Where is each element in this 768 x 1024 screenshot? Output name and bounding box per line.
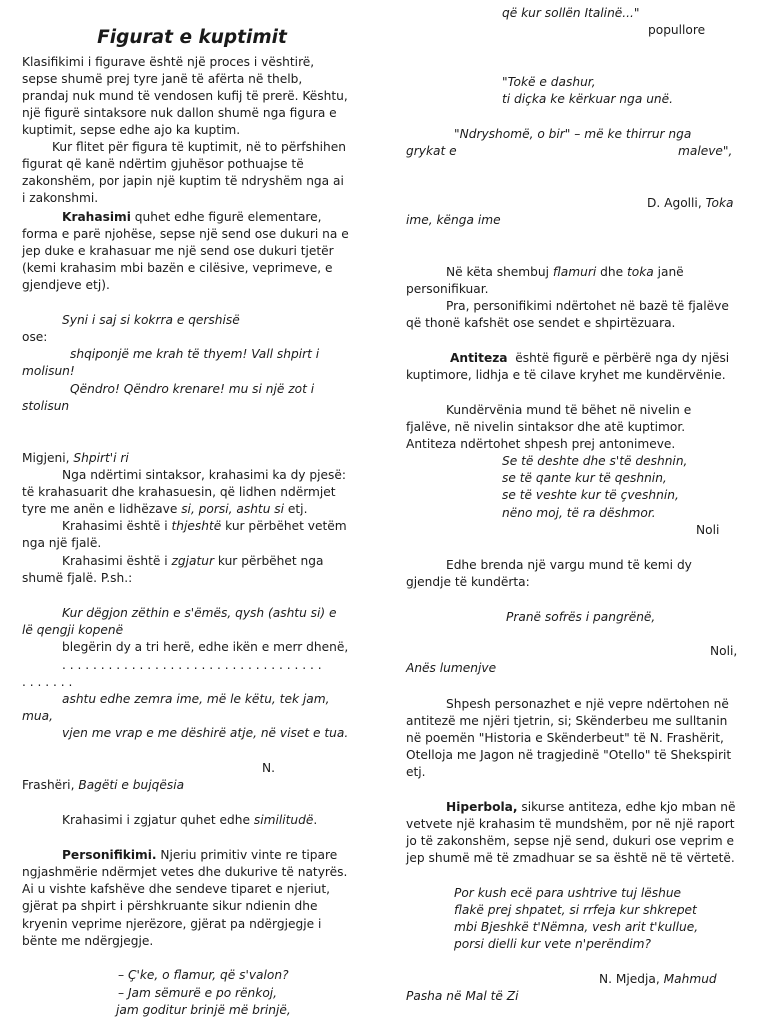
text-line: të krahasuarit dhe krahasuesin, që lidhen ndërmjet: [22, 485, 336, 499]
text-line: Krahasimi është i thjeshtë kur përbëhet vetëm: [62, 519, 347, 533]
page-title: Figurat e kuptimit: [97, 27, 287, 48]
text-line: vetvete një krahasim të mundshëm, por në një raport: [406, 817, 735, 831]
poem-line: mua,: [22, 709, 53, 723]
poem-line: stolisun: [22, 399, 70, 413]
text-line: Ai u vishte kafshëve dhe sendeve tiparet e njeriut,: [22, 882, 331, 896]
citation: N.: [262, 761, 275, 775]
text-line: kuptimore, lidhja e të cilave kryhet me kundërvënie.: [406, 368, 726, 382]
ellipsis-line: . . . . . . .: [22, 675, 73, 689]
text-line: një figurë sintaksore nuk dallon shumë nga figura e: [22, 106, 337, 120]
poem-line: Por kush ecë para ushtrive tuj lëshue: [454, 886, 682, 900]
text-line: Antiteza ndërtohet shpesh prej antonimeve.: [406, 437, 676, 451]
text-line: Kur flitet për figura të kuptimit, në to përfshihen: [52, 140, 346, 154]
text-line: ngjashmërie ndërmjet vetes dhe dukurive të natyrës.: [22, 865, 348, 879]
text-line: jep duke e krahasuar me një send ose dukuri tjetër: [22, 244, 334, 258]
text-line: personifikuar.: [406, 282, 489, 296]
poem-line: molisun!: [22, 364, 75, 378]
poem-line: ashtu edhe zemra ime, më le këtu, tek jam,: [62, 692, 330, 706]
text-line: tyre me anën e lidhëzave si, porsi, ashtu si etj.: [22, 502, 308, 516]
text-line: jo të zakonshëm, sepse një send, dukuri ose veprim e: [406, 834, 734, 848]
poem-line: – Ç'ke, o flamur, që s'valon?: [118, 968, 289, 982]
citation: Migjeni, Shpirt'i ri: [22, 451, 129, 465]
citation: popullore: [648, 23, 706, 37]
text-line: shumë fjalë. P.sh.:: [22, 571, 133, 585]
poem-line: vjen me vrap e me dëshirë atje, në viset e tua.: [62, 726, 349, 740]
text-line: Krahasimi i zgjatur quhet edhe similitudë.: [62, 813, 318, 827]
text-line: bënte me ndërgjegje.: [22, 934, 154, 948]
text-line: Krahasimi është i zgjatur kur përbëhet nga: [62, 554, 324, 568]
poem-line: Qëndro! Qëndro krenare! mu si një zot i: [70, 382, 315, 396]
text-line: zakonshëm, por japin një kuptim të ndryshëm nga ai: [22, 174, 344, 188]
term-personifikimi: Personifikimi.: [62, 848, 157, 862]
poem-line: jam goditur brinjë më brinjë,: [116, 1003, 291, 1017]
poem-line: lë qengji kopenë: [22, 623, 124, 637]
poem-line: se të veshte kur të çveshnin,: [502, 488, 679, 502]
poem-line: Se të deshte dhe s'të deshnin,: [502, 454, 688, 468]
citation: D. Agolli, Toka: [647, 196, 734, 210]
poem-line: porsi dielli kur vete n'perëndim?: [454, 937, 651, 951]
text-line: Në këta shembuj flamuri dhe toka janë: [446, 265, 684, 279]
term-hiperbola: Hiperbola,: [446, 800, 518, 814]
text-line: forma e parë njohëse, sepse një send ose dukuri na e: [22, 227, 349, 241]
text-line: kuptimit, sepse edhe ajo ka kuptim.: [22, 123, 241, 137]
text-line: gjendjeve etj).: [22, 278, 110, 292]
poem-line: Kur dëgjon zëthin e s'ëmës, qysh (ashtu si) e: [62, 606, 337, 620]
citation: Noli,: [710, 644, 738, 658]
poem-line: "Ndryshomë, o bir" – më ke thirrur nga: [454, 127, 692, 141]
antiteza-heading-line: Antiteza është figurë e përbërë nga dy njësi: [450, 351, 730, 365]
text-line: Nga ndërtimi sintaksor, krahasimi ka dy pjesë:: [62, 468, 346, 482]
poem-line: blegërin dy a tri herë, edhe ikën e merr dhenë,: [62, 640, 349, 654]
citation: N. Mjedja, Mahmud: [599, 972, 717, 986]
poem-line: shqiponjë me krah të thyem! Vall shpirt i: [70, 347, 320, 361]
text-line: prandaj nuk mund të vendosen kufij të prerë. Kështu,: [22, 89, 348, 103]
poem-line: mbi Bjeshkë t'Nëmna, vesh arit t'kullue,: [454, 920, 699, 934]
text-line: Kundërvënia mund të bëhet në nivelin e: [446, 403, 692, 417]
citation: Frashëri, Bagëti e bujqësia: [22, 778, 185, 792]
text-line: Edhe brenda një vargu mund të kemi dy: [446, 558, 692, 572]
text-line: (kemi krahasim mbi bazën e cilësive, veprimeve, e: [22, 261, 333, 275]
citation: Anës lumenjve: [406, 661, 497, 675]
poem-line: Pranë sofrës i pangrënë,: [506, 610, 656, 624]
poem-line: se të qante kur të qeshnin,: [502, 471, 667, 485]
poem-line: që kur sollën Italinë...": [502, 6, 640, 20]
citation: Noli: [696, 523, 720, 537]
text-line: i zakonshmi.: [22, 191, 99, 205]
poem-line: – Jam sëmurë e po rënkoj,: [118, 986, 278, 1000]
krahasimi-heading-line: Krahasimi quhet edhe figurë elementare,: [62, 210, 322, 224]
term-antiteza: Antiteza: [450, 351, 508, 365]
text-line: Otelloja me Jagon në tragjedinë "Otello" të Shekspirit: [406, 748, 732, 762]
text-line: antitezë me njëri tjetrin, si; Skënderbeu me sulltanin: [406, 714, 728, 728]
text-line: ose:: [22, 330, 48, 344]
poem-line: flakë prej shpatet, si rrfeja kur shkrepet: [454, 903, 697, 917]
text-line: jep shumë më të zmadhuar se sa është në të vërtetë.: [406, 851, 735, 865]
ellipsis-line: . . . . . . . . . . . . . . . . . . . . . . . . . . . . . . . . . .: [62, 658, 322, 672]
text-line: gjendje të kundërta:: [406, 575, 530, 589]
text-line: në poemën "Historia e Skënderbeut" të N. Frashërit,: [406, 731, 724, 745]
poem-line: maleve",: [678, 144, 733, 158]
text-line: gjërat pa shpirt i përshkruante sikur ndienin dhe: [22, 899, 318, 913]
text-line: nga një fjalë.: [22, 536, 102, 550]
poem-line: ti diçka ke kërkuar nga unë.: [502, 92, 674, 106]
text-line: figurat që kanë ndërtim gjuhësor pothuajse të: [22, 157, 304, 171]
poem-line: "Tokë e dashur,: [502, 75, 596, 89]
text-line: sepse shumë prej tyre janë të afërta në thelb,: [22, 72, 303, 86]
text-line: Shpesh personazhet e një vepre ndërtohen në: [446, 697, 729, 711]
citation: ime, kënga ime: [406, 213, 501, 227]
text-line: kryenin veprime njerëzore, gjërat pa ndërgjegje i: [22, 917, 322, 931]
term-krahasimi: Krahasimi: [62, 210, 131, 224]
citation: Pasha në Mal të Zi: [406, 989, 519, 1003]
text-line: Pra, personifikimi ndërtohet në bazë të fjalëve: [446, 299, 729, 313]
text-line: që thonë kafshët ose sendet e shpirtëzuara.: [406, 316, 676, 330]
text-line: fjalëve, në nivelin sintaksor dhe atë kuptimor.: [406, 420, 686, 434]
poem-line: nëno moj, të ra dëshmor.: [502, 506, 656, 520]
poem-line: grykat e: [406, 144, 457, 158]
poem-line: Syni i saj si kokrra e qershisë: [62, 313, 240, 327]
text-line: etj.: [406, 765, 426, 779]
personifikimi-heading-line: Personifikimi. Njeriu primitiv vinte re tipare: [62, 848, 338, 862]
hiperbola-heading-line: Hiperbola, sikurse antiteza, edhe kjo mban në: [446, 800, 736, 814]
text-line: Klasifikimi i figurave është një proces i vështirë,: [22, 55, 315, 69]
